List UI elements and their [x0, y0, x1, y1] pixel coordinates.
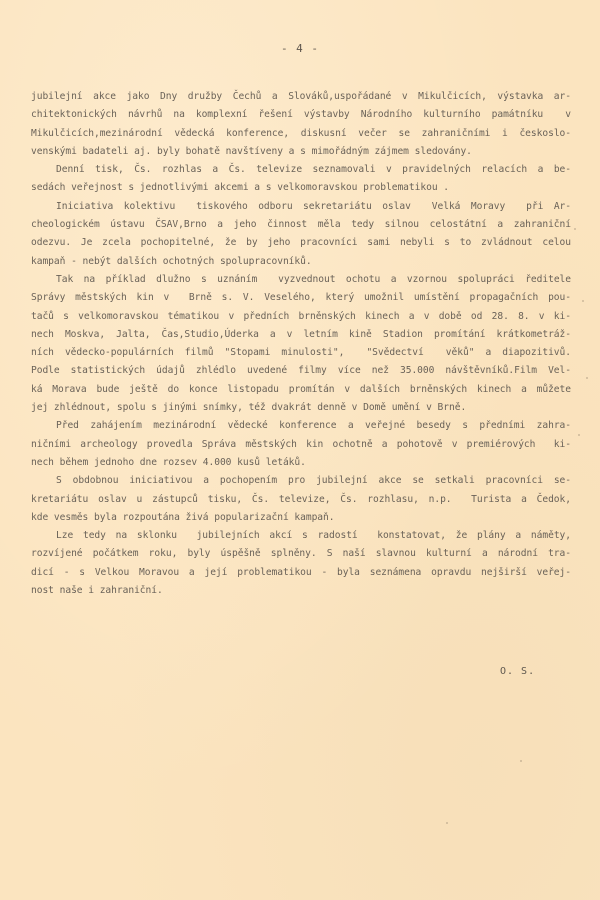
text-line: rozvíjené počátkem roku, byly úspěšně splněny. S naší slavnou kulturní a národní tra- [31, 548, 571, 560]
text-line: kde vesměs byla rozpoutána živá popularizační kampaň. [31, 511, 335, 523]
text-line: ních vědecko-populárních filmů "Stopami minulosti", "Svědectví věků" a diapozitivů. [31, 347, 571, 359]
paragraph [31, 527, 571, 600]
text-line: dicí - s Velkou Moravou a její problematikou - byla seznámena opravdu nejširší veřej- [31, 566, 571, 578]
paragraph [31, 417, 571, 472]
signature-initials: O. S. [500, 666, 536, 677]
paper-speck [520, 760, 522, 762]
text-line: venskými badateli aj. byly bohatě navštíveny a s mimořádným zájmem sledovány. [31, 145, 472, 157]
text-line: S obdobnou iniciativou a pochopením pro jubilejní akce se setkali pracovníci se- [56, 475, 571, 487]
text-line: sedách veřejnost s jednotlivými akcemi a s velkomoravskou problematikou . [31, 182, 449, 194]
text-line: nech Moskva, Jalta, Čas,Studio,Úderka a v letním kině Stadion promítání krátkometráž- [31, 328, 571, 340]
paragraph [31, 271, 571, 417]
text-line: Správy městských kin v Brně s. V. Veselého, který umožnil umístění propagačních pou- [31, 292, 571, 304]
text-line: Podle statistických údajů zhlédlo uvedené filmy více než 35.000 návštěvníků.Film Vel- [31, 365, 571, 377]
text-line: jubilejní akce jako Dny družby Čechů a Slováků,uspořádané v Mikulčicích, výstavka ar- [31, 91, 571, 102]
paper-speck [586, 377, 588, 379]
text-line: Iniciativa kolektivu tiskového odboru sekretariátu oslav Velká Moravy při Ar- [56, 200, 571, 212]
text-line: cheologickém ústavu ČSAV,Brno a jeho činnost měla tedy silnou celostátní a zahraniční [31, 219, 571, 231]
text-line: odezvu. Je zcela pochopitelné, že by jeho pracovníci sami nebyli s to zvládnout celou [31, 237, 571, 249]
body-text [31, 88, 571, 600]
paragraph [31, 161, 571, 198]
text-line: Mikulčicích,mezinárodní vědecká konference, diskusní večer se zahraničními i českoslo- [31, 127, 571, 139]
text-line: kampaň - nebýt dalších ochotných spolupracovníků. [31, 255, 312, 267]
text-line: nost naše i zahraniční. [31, 585, 163, 597]
paper-speck [578, 434, 580, 436]
paper-speck [446, 822, 448, 824]
text-line: Před zahájením mezinárodní vědecké konference a veřejné besedy s předními zahra- [56, 420, 571, 432]
paper-speck [574, 228, 576, 230]
text-line: tačů s velkomoravskou tématikou v předních brněnských kinech a v době od 28. 8. v ki- [31, 310, 571, 322]
text-line: ká Morava bude ještě do konce listopadu promítán v dalších brněnských kinech a můžete [31, 383, 571, 395]
text-line: jej zhlédnout, spolu s jinými snímky, též dvakrát denně v Domě umění v Brně. [31, 402, 467, 414]
page-number: - 4 - [280, 42, 320, 55]
text-line: nech během jednoho dne rozsev 4.000 kusů letáků. [31, 456, 306, 468]
paragraph [31, 198, 571, 271]
paper-speck [582, 300, 584, 302]
text-line: Tak na příklad dlužno s uznáním vyzvednout ochotu a vzornou spolupráci ředitele [56, 273, 571, 285]
text-line: ničními archeology provedla Správa městských kin ochotně a pohotově v premiérových ki- [31, 438, 571, 450]
text-line: Denní tisk, Čs. rozhlas a Čs. televize seznamovali v pravidelných relacích a be- [56, 164, 571, 176]
text-line: kretariátu oslav u zástupců tisku, Čs. televize, Čs. rozhlasu, n.p. Turista a Čedok, [31, 493, 571, 505]
text-line: chitektonických návrhů na komplexní řešení výstavby Národního kulturního památníku v [31, 109, 571, 121]
text-line: Lze tedy na sklonku jubilejních akcí s radostí konstatovat, že plány a náměty, [56, 530, 571, 542]
paragraph [31, 88, 571, 161]
paragraph [31, 472, 571, 527]
